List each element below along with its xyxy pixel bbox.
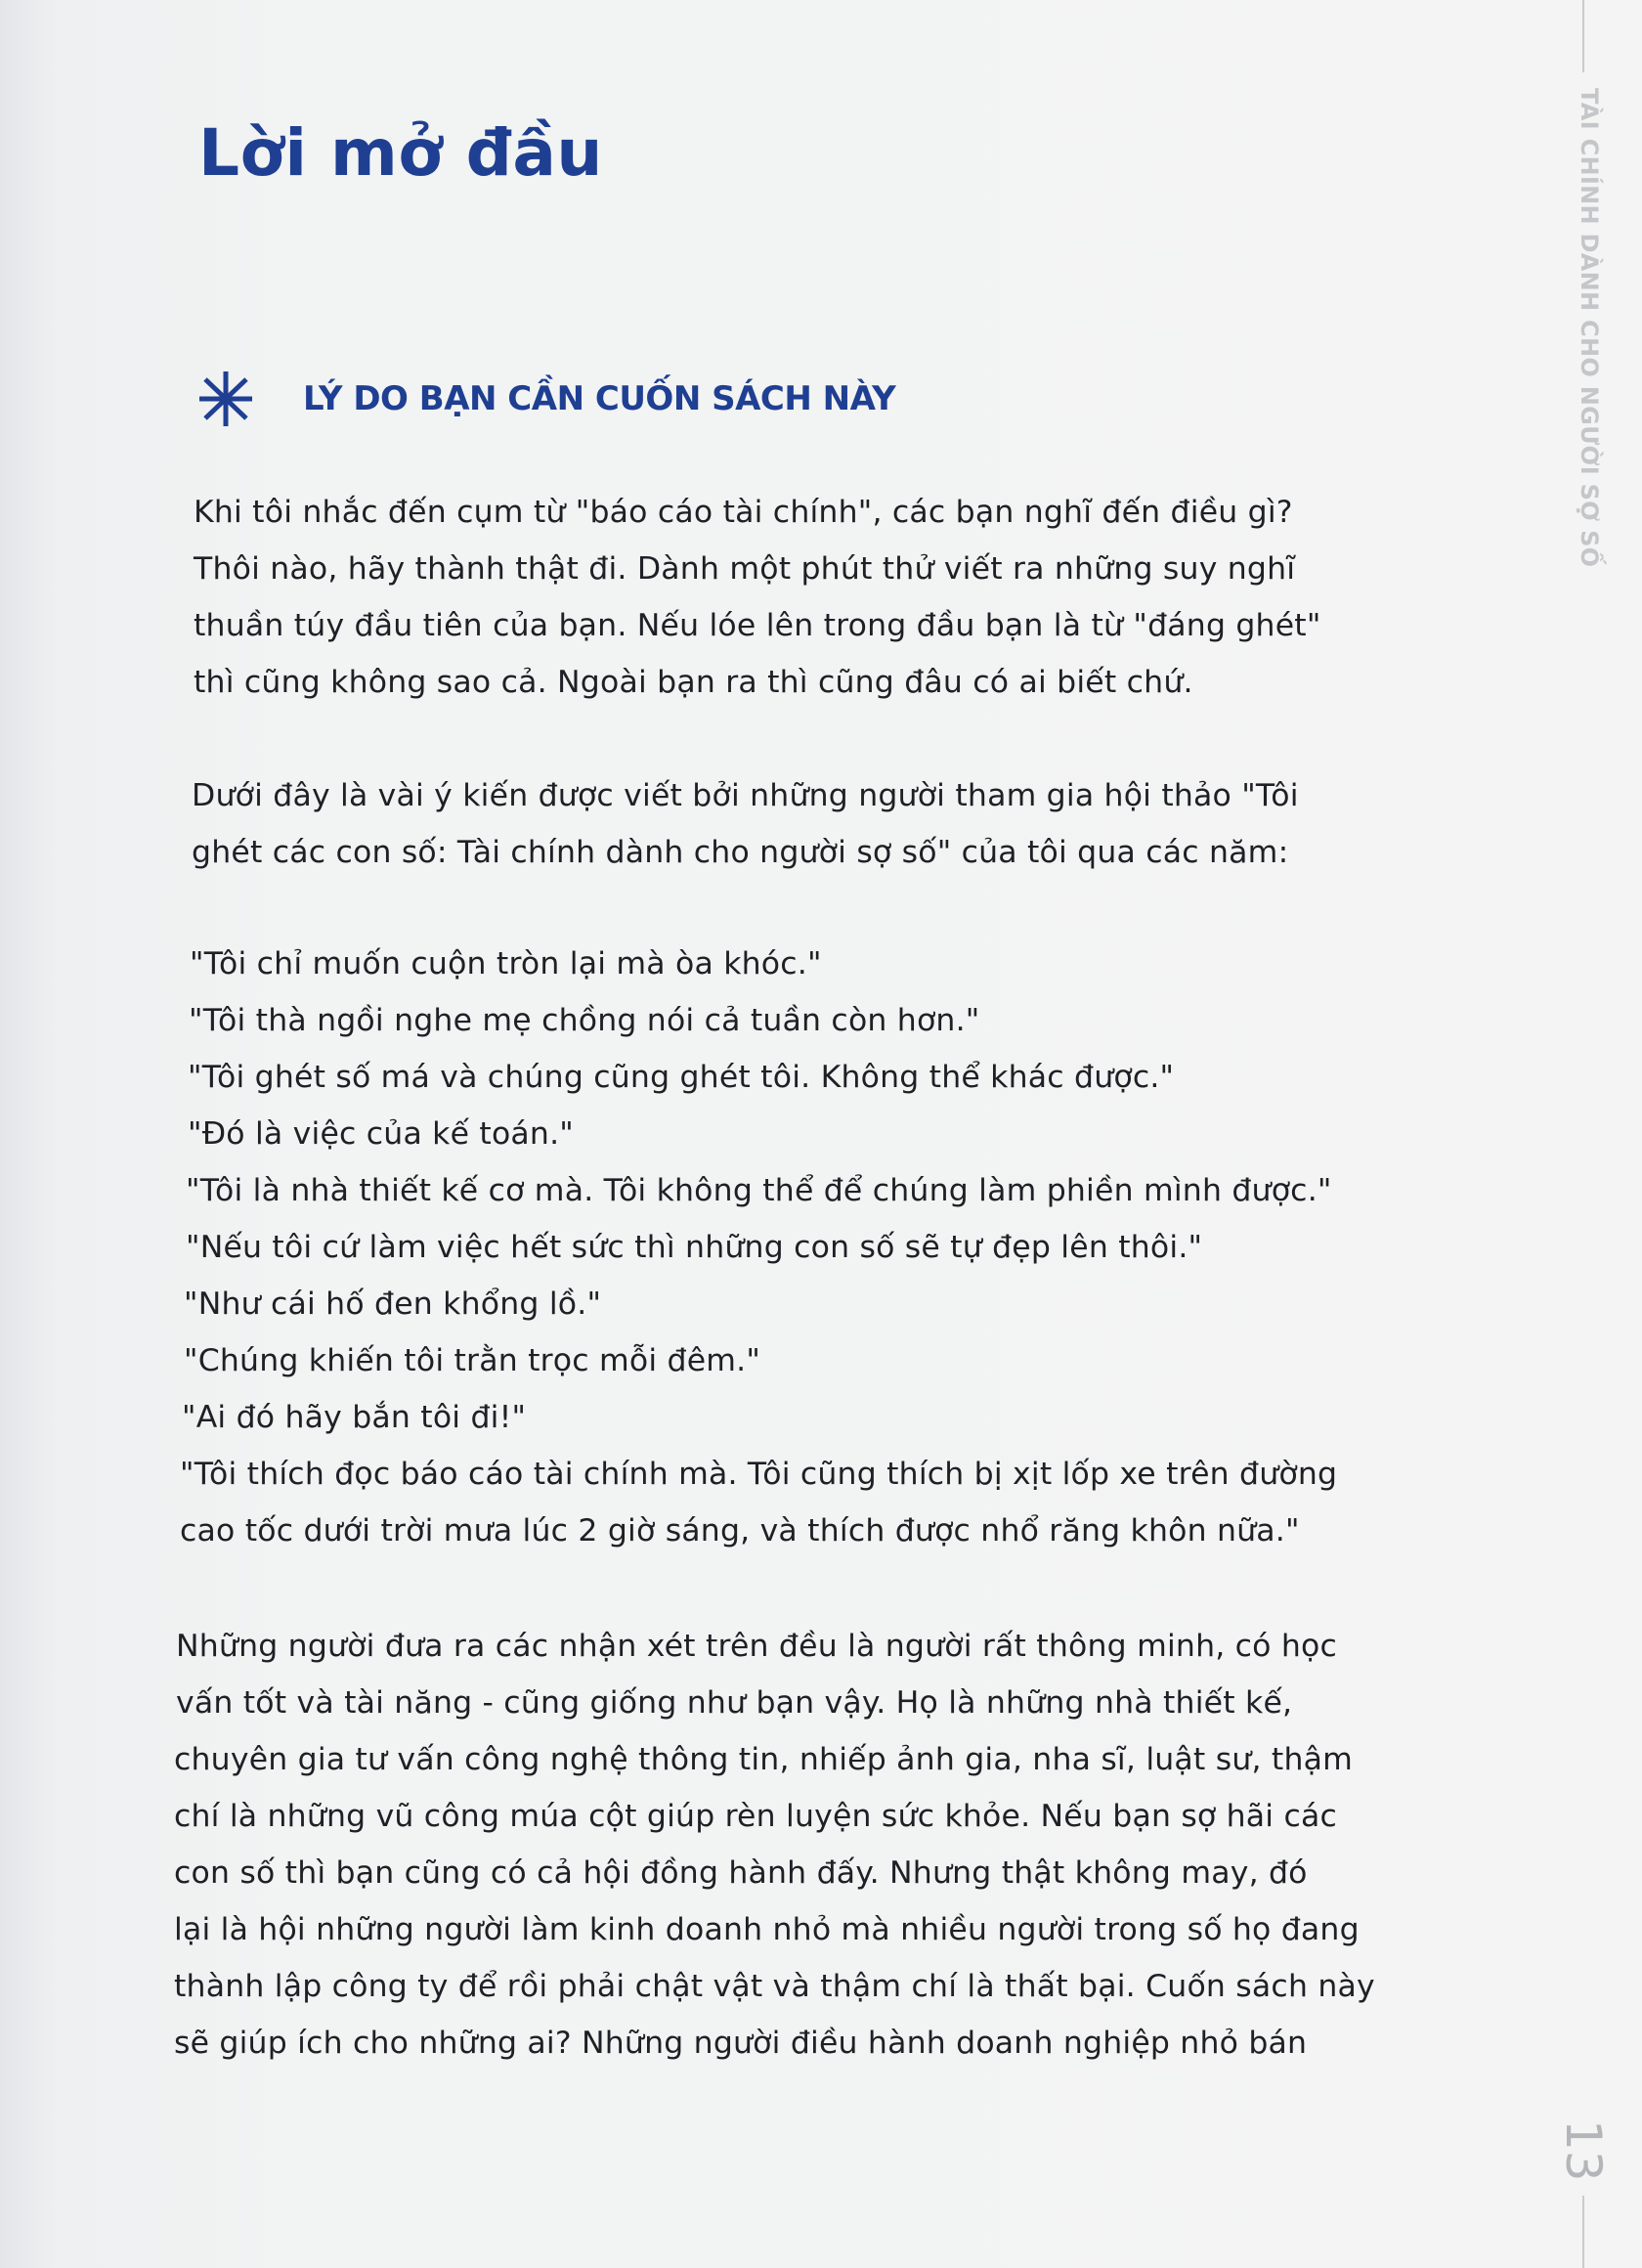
intro-line: Thôi nào, hãy thành thật đi. Dành một phút thử viết ra những suy nghĩ (194, 551, 1296, 587)
quote-line: "Tôi thích đọc báo cáo tài chính mà. Tôi cũng thích bị xịt lốp xe trên đường (180, 1457, 1338, 1492)
quote-line: "Nếu tôi cứ làm việc hết sức thì những con số sẽ tự đẹp lên thôi." (186, 1230, 1203, 1265)
section-heading (192, 370, 895, 428)
asterisk-icon (192, 370, 260, 428)
lead-line: ghét các con số: Tài chính dành cho người sợ số" của tôi qua các năm: (192, 835, 1289, 870)
body-line: thành lập công ty để rồi phải chật vật và thậm chí là thất bại. Cuốn sách này (174, 1969, 1375, 2004)
body-line: vấn tốt và tài năng - cũng giống như bạn vậy. Họ là những nhà thiết kế, (176, 1685, 1293, 1721)
margin-rule-top (1582, 0, 1584, 72)
chapter-title: Lời mở đầu (198, 115, 603, 191)
body-line: con số thì bạn cũng có cả hội đồng hành đấy. Nhưng thật không may, đó (174, 1855, 1308, 1891)
margin-rule-bottom (1582, 2196, 1584, 2268)
body-line: Những người đưa ra các nhận xét trên đều là người rất thông minh, có học (176, 1629, 1338, 1664)
quote-line: "Ai đó hãy bắn tôi đi!" (182, 1400, 527, 1435)
quote-line: cao tốc dưới trời mưa lúc 2 giờ sáng, và thích được nhổ răng khôn nữa." (180, 1513, 1300, 1548)
body-line: chí là những vũ công múa cột giúp rèn luyện sức khỏe. Nếu bạn sợ hãi các (174, 1799, 1337, 1834)
quote-line: "Như cái hố đen khổng lồ." (184, 1287, 602, 1322)
intro-line: Khi tôi nhắc đến cụm từ "báo cáo tài chính", các bạn nghĩ đến điều gì? (194, 495, 1293, 530)
page-number: 13 (1555, 2119, 1612, 2182)
quote-line: "Tôi thà ngồi nghe mẹ chồng nói cả tuần còn hơn." (189, 1003, 980, 1038)
section-title: LÝ DO BẠN CẦN CUỐN SÁCH NÀY (303, 379, 896, 418)
quote-line: "Chúng khiến tôi trằn trọc mỗi đêm." (184, 1343, 761, 1378)
running-head: TÀI CHÍNH DÀNH CHO NGƯỜI SỢ SỐ (1576, 88, 1603, 568)
intro-line: thì cũng không sao cả. Ngoài bạn ra thì cũng đâu có ai biết chứ. (194, 665, 1193, 700)
lead-line: Dưới đây là vài ý kiến được viết bởi những người tham gia hội thảo "Tôi (192, 778, 1299, 813)
quote-line: "Tôi ghét số má và chúng cũng ghét tôi. Không thể khác được." (188, 1060, 1175, 1095)
quote-line: "Đó là việc của kế toán." (188, 1116, 574, 1152)
body-line: sẽ giúp ích cho những ai? Những người điều hành doanh nghiệp nhỏ bán (174, 2026, 1308, 2061)
quote-line: "Tôi chỉ muốn cuộn tròn lại mà òa khóc." (190, 946, 822, 981)
intro-line: thuần túy đầu tiên của bạn. Nếu lóe lên trong đầu bạn là từ "đáng ghét" (194, 608, 1321, 643)
body-line: chuyên gia tư vấn công nghệ thông tin, nhiếp ảnh gia, nha sĩ, luật sư, thậm (174, 1742, 1354, 1777)
body-line: lại là hội những người làm kinh doanh nhỏ mà nhiều người trong số họ đang (174, 1912, 1360, 1947)
quote-line: "Tôi là nhà thiết kế cơ mà. Tôi không thể để chúng làm phiền mình được." (186, 1173, 1332, 1208)
